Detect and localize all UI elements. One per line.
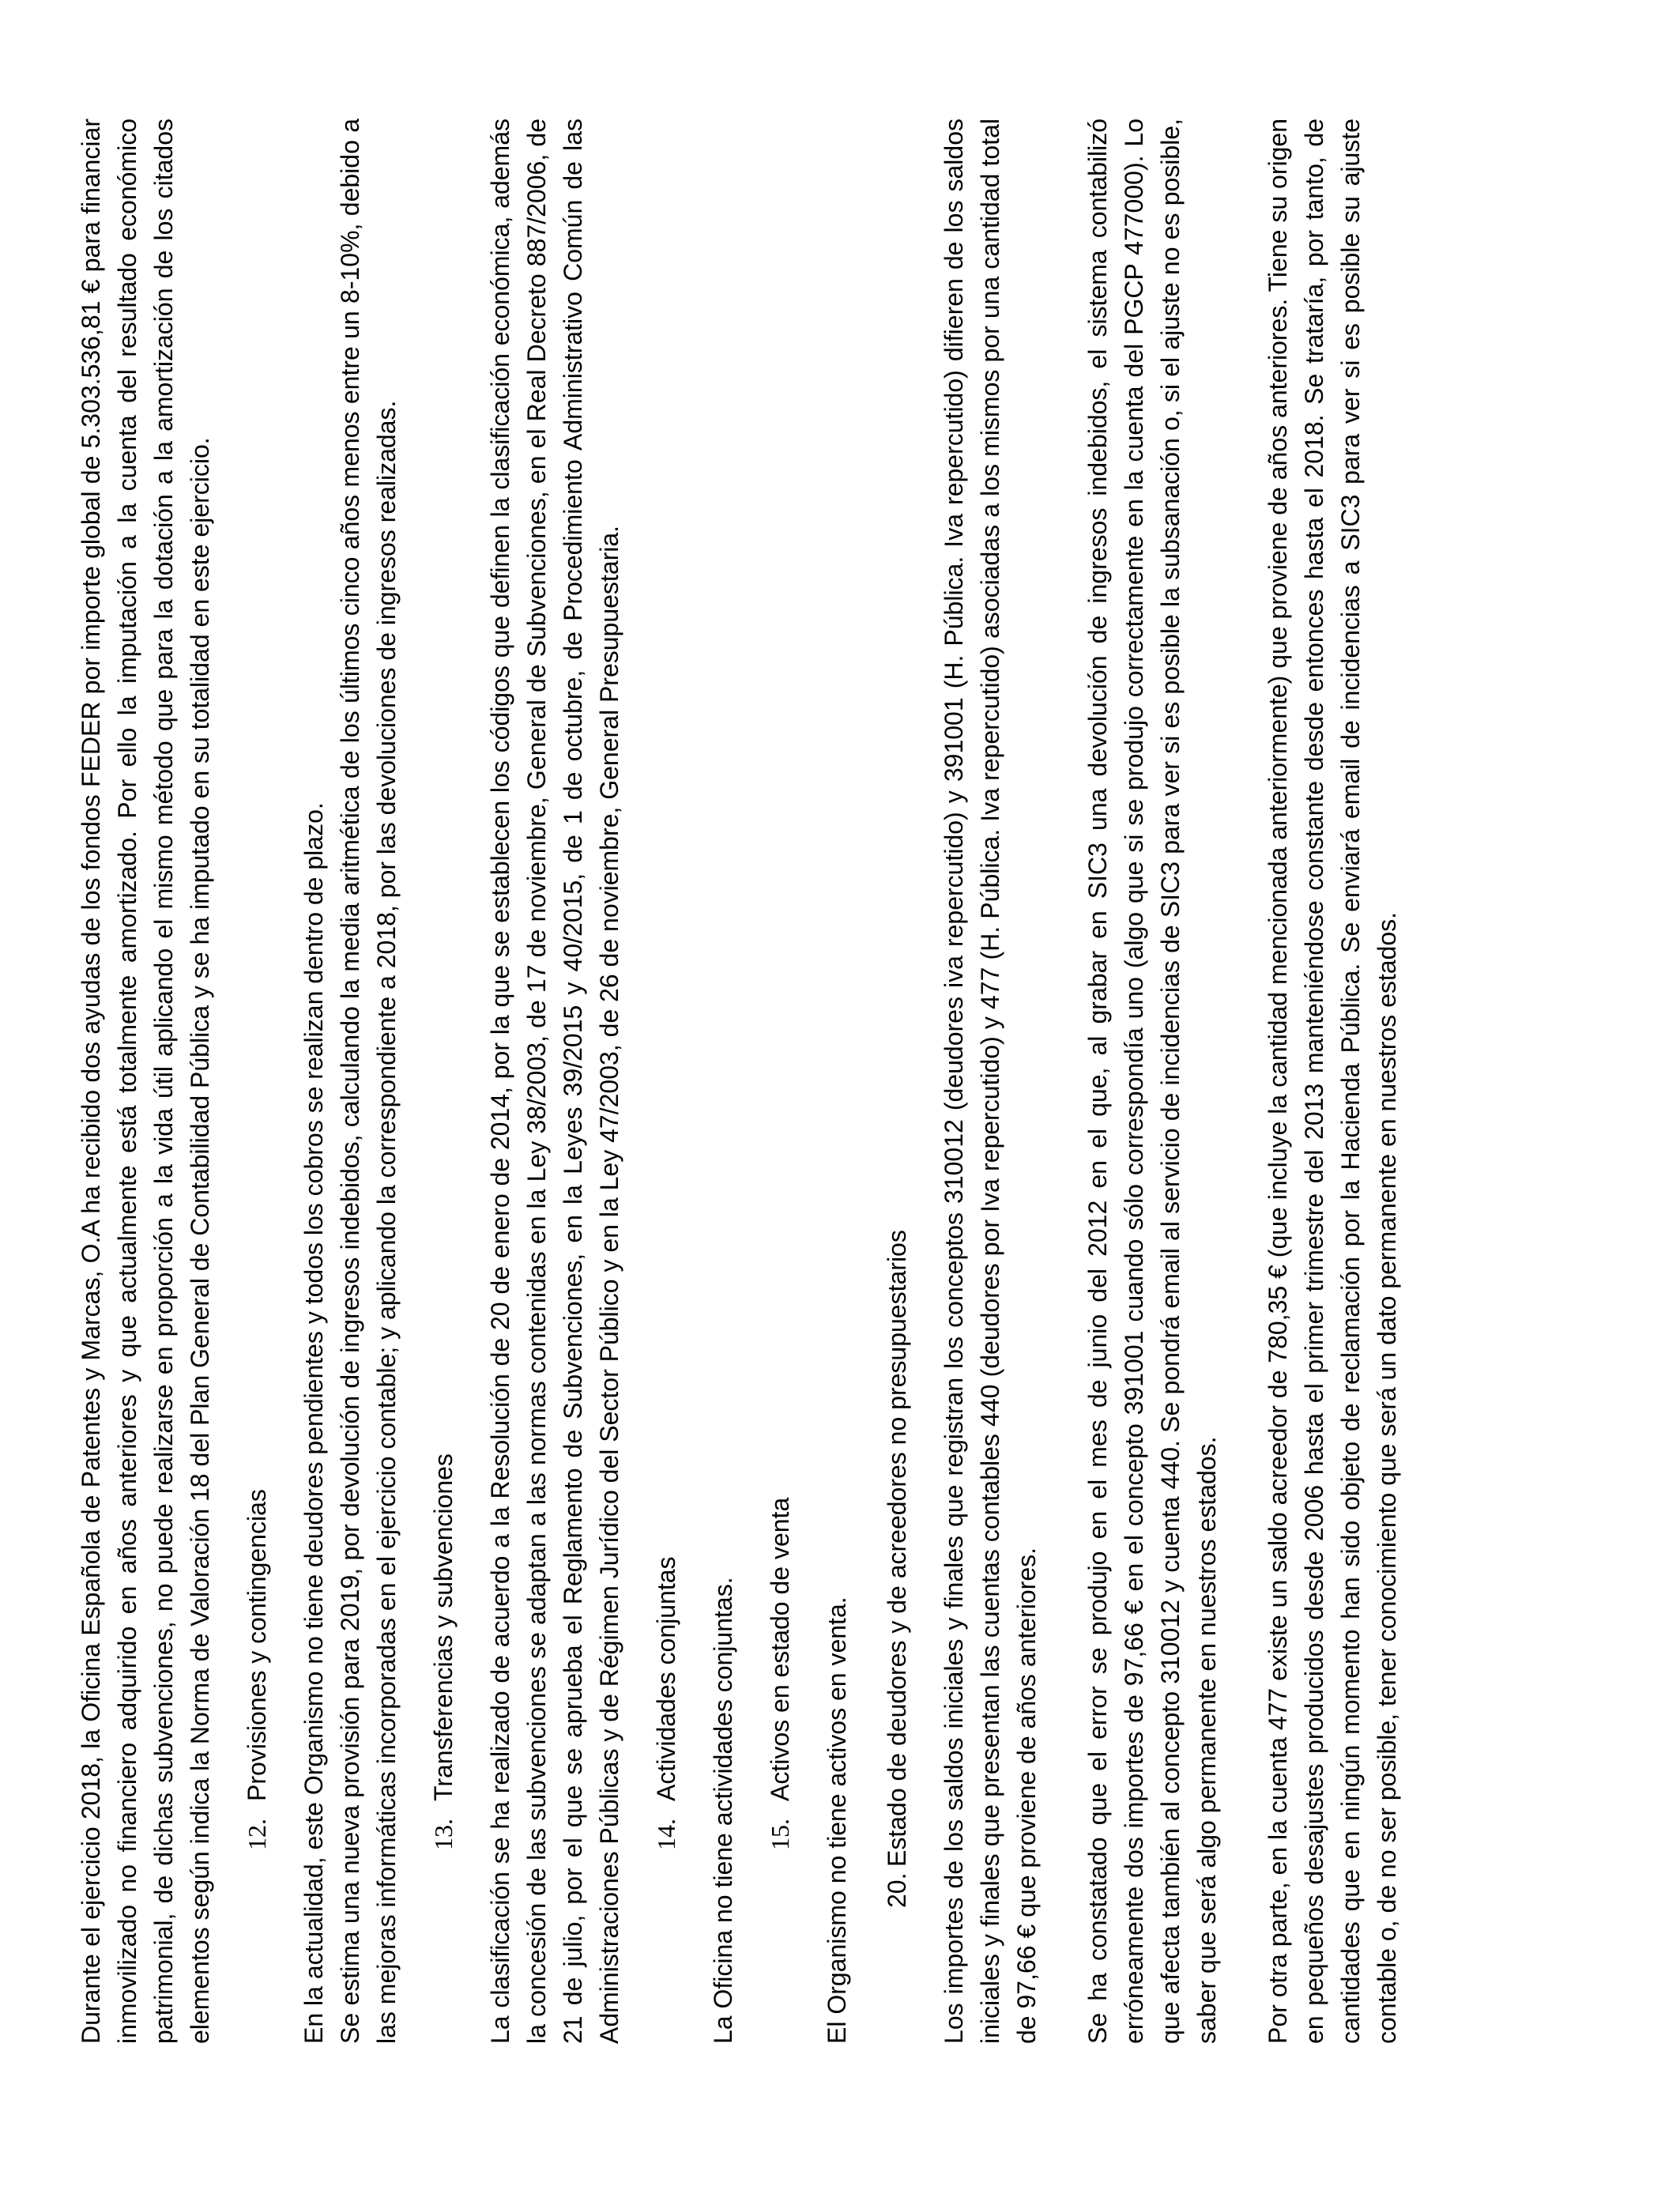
section-20-paragraph-1: Los importes de los saldos iniciales y finales que registran los conceptos 310012 (deudores iva repercutido) y 391001 (H. Pública. Iva repercutido) difieren de los saldos iniciales y finales que presentan las cuentas contables 440 (deudores por Iva repercutido) y 477 (H. Pública. Iva repercutido) asociadas a los mismos por una cantidad total de 97,66 € que proviene de años anteriores. (940, 119, 1041, 2044)
section-12-heading (239, 119, 275, 2044)
section-12-title: Provisiones y contingencias (243, 1489, 271, 1801)
section-12-paragraph: Se estima una nueva provisión para 2019, por devolución de ingresos indebidos, calculando la media aritmética de los últimos cinco años menos entre un 8-10%, debido a las mejoras informáticas incorporadas en el ejercicio contable; y aplicando la correspondiente a 2018, por las devoluciones de ingresos realizadas. (336, 119, 401, 2044)
section-13-title: Transferencias y subvenciones (429, 1453, 458, 1801)
section-13-heading (425, 119, 461, 2044)
paragraph-spacer (1045, 119, 1079, 2044)
section-20-paragraph-3: Por otra parte, en la cuenta 477 existe un saldo acreedor de 780,35 € (que incluye la cantidad mencionada anteriormente) que proviene de años anteriores. Tiene su origen en pequeños desajustes producidos desde 2006 hasta el primer trimestre del 2013 manteniéndose constante desde entonces hasta el 2018. Se trataría, por tanto, de cantidades que en ningún momento han sido objeto de reclamación por la Hacienda Pública. Se enviará email de incidencias a SIC3 para ver si es posible su ajuste contable o, de no ser posible, tener conocimiento que será un dato permanente en nuestros estados. (1264, 119, 1401, 2044)
section-14-heading (648, 119, 684, 2044)
section-20-paragraph-2: Se ha constatado que el error se produjo en el mes de junio del 2012 en el que, al grabar en SIC3 una devolución de ingresos indebidos, el sistema contabilizó erróneamente dos importes de 97,66 € en el concepto 391001 cuando sólo correspondía uno (algo que si se produjo correctamente en la cuenta del PGCP 477000). Lo que afecta también al concepto 310012 y cuenta 440. Se pondrá email al servicio de incidencias de SIC3 para ver si es posible la subsanación o, si el ajuste no es posible, saber que será algo permanente en nuestros estados. (1083, 119, 1221, 2044)
intro-paragraph: Durante el ejercicio 2018, la Oficina Española de Patentes y Marcas, O.A ha recibido dos ayudas de los fondos FEDER por importe global de 5.303.536,81 € para financiar inmovilizado no financiero adquirido en años anteriores y que actualmente está totalmente amortizado. Por ello la imputación a la cuenta del resultado económico patrimonial, de dichas subvenciones, no puede realizarse en proporción a la vida útil aplicando el mismo método que para la dotación a la amortización de los citados elementos según indica la Norma de Valoración 18 del Plan General de Contabilidad Pública y se ha imputado en su totalidad en este ejercicio. (77, 119, 214, 2044)
section-12-number: 12. (243, 1819, 271, 1850)
section-15-title: Activos en estado de venta (766, 1497, 794, 1801)
section-14-number: 14. (652, 1819, 680, 1850)
section-12-line: En la actualidad, este Organismo no tiene deudores pendientes y todos los cobros se realizan dentro de plazo. (299, 802, 328, 2044)
section-15-heading (762, 119, 798, 2044)
section-14-line: La Oficina no tiene actividades conjuntas. (709, 1577, 737, 2044)
section-14-title: Actividades conjuntas (652, 1556, 680, 1801)
section-13-paragraph: La clasificación se ha realizado de acuerdo a la Resolución de 20 de enero de 2014, por la que se establecen los códigos que definen la clasificación económica, además la concesión de las subvenciones se adaptan a las normas contenidas en la Ley 38/2003, de 17 de noviembre, General de Subvenciones, en el Real Decreto 887/2006, de 21 de julio, por el que se aprueba el Reglamento de Subvenciones, en la Leyes 39/2015 y 40/2015, de 1 de octubre, de Procedimiento Administrativo Común de las Administraciones Públicas y de Régimen Jurídico del Sector Público y en la Ley 47/2003, de 26 de noviembre, General Presupuestaria. (486, 119, 623, 2044)
section-20-heading (879, 119, 915, 2044)
section-15-number: 15. (766, 1819, 794, 1850)
paragraph-spacer (1225, 119, 1260, 2044)
section-15-line: El Organismo no tiene activos en venta. (823, 1596, 851, 2044)
section-13-number: 13. (429, 1819, 458, 1850)
section-20-title: Estado de deudores y de acreedores no presupuestarios (883, 1230, 911, 1867)
section-20-number: 20. (883, 1872, 911, 1908)
